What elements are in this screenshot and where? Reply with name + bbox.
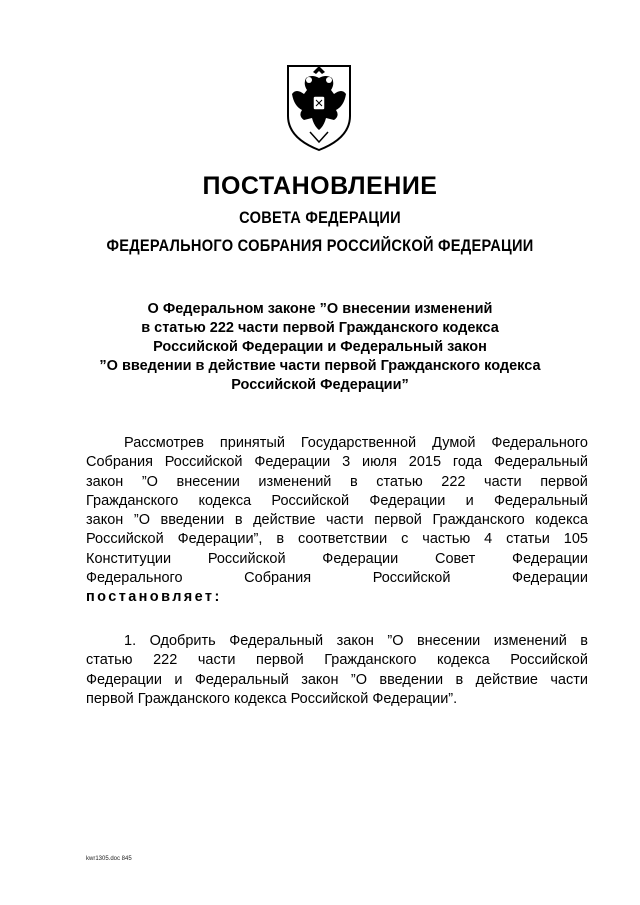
word: Российской: [164, 454, 243, 471]
word: Федерации: [369, 492, 446, 509]
word: статьи: [506, 531, 550, 548]
word: введении: [379, 671, 444, 688]
word: 222: [441, 473, 466, 490]
word: Федеральный: [194, 671, 289, 688]
word: Российской: [86, 531, 164, 548]
text-line: [86, 569, 588, 588]
file-code: kwr1305.doc 845: [86, 856, 132, 862]
coat-of-arms-icon: [282, 60, 356, 154]
word: кодекса: [198, 492, 252, 509]
word: Российской: [510, 652, 588, 669]
word: изменений: [493, 633, 567, 649]
word: Собрания: [86, 454, 153, 471]
word: первой: [540, 473, 588, 490]
word: ”О: [387, 633, 404, 649]
word: Совет: [434, 550, 476, 567]
word: кодекса: [535, 512, 588, 529]
word: закон: [86, 473, 124, 490]
word: Собрания: [244, 570, 312, 587]
word: Гражданского: [86, 492, 179, 509]
word: кодекса: [437, 652, 490, 669]
word: первой: [256, 652, 304, 669]
text-line: [86, 550, 588, 569]
word: Федерации: [512, 570, 588, 587]
word: части: [197, 652, 236, 669]
word: в: [234, 512, 243, 529]
word: части: [326, 512, 364, 529]
word: принятый: [219, 435, 285, 451]
text-line: [86, 453, 588, 472]
word: статью: [86, 652, 133, 669]
text-line: [86, 651, 588, 670]
word: в: [349, 473, 358, 490]
word: Федеральный: [229, 633, 324, 649]
word: статью: [376, 473, 423, 490]
text-line: [86, 473, 588, 492]
word: Российской: [271, 492, 350, 509]
word: 222: [153, 652, 178, 669]
word: Государственной: [300, 435, 417, 451]
document-type-title: ПОСТАНОВЛЕНИЕ: [202, 172, 438, 200]
word: действие: [253, 512, 316, 529]
resolution-item-1: [86, 632, 588, 709]
text-line: [86, 671, 588, 690]
word: в: [580, 633, 588, 649]
word: части: [484, 473, 522, 490]
text-line: [86, 492, 588, 511]
word: Думой: [432, 435, 476, 451]
word: в: [455, 671, 464, 688]
word: 2015: [408, 454, 442, 471]
word: Федерации: [86, 671, 162, 688]
word: Гражданского: [324, 652, 417, 669]
word: частью: [422, 531, 471, 548]
word: Федеральный: [493, 492, 588, 509]
text-line: [86, 632, 588, 651]
word: 4: [484, 531, 493, 548]
word: Федеральный: [493, 454, 588, 471]
word: внесении: [176, 473, 240, 490]
text-line: [86, 530, 588, 549]
word: Федерации”,: [177, 531, 263, 548]
subject-line: О Федеральном законе ”О внесении изменений: [147, 301, 493, 317]
word: ”О: [141, 473, 158, 490]
text-line: [86, 434, 588, 453]
word: года: [452, 454, 483, 471]
word: Федерации: [512, 550, 588, 567]
word: Одобрить: [149, 633, 216, 649]
word: закон: [301, 671, 339, 688]
word: Рассмотрев: [124, 435, 204, 451]
word: Конституции: [86, 550, 172, 567]
word: Федерации: [254, 454, 331, 471]
word: закон: [86, 512, 124, 529]
word: изменений: [258, 473, 332, 490]
word: закон: [336, 633, 374, 649]
issuer-line-1: СОВЕТА ФЕДЕРАЦИИ: [239, 208, 401, 227]
word: действие: [475, 671, 538, 688]
word: Федерального: [491, 435, 588, 451]
subject-line: ”О введении в действие части первой Гражданского кодекса: [99, 358, 541, 374]
word: ”О: [350, 671, 367, 688]
preamble-paragraph: [86, 434, 588, 608]
issuer-line-2: ФЕДЕРАЛЬНОГО СОБРАНИЯ РОССИЙСКОЙ ФЕДЕРАЦИИ: [106, 236, 534, 255]
word: Федерального: [86, 570, 183, 587]
resolves-word: постановляет:: [86, 589, 222, 606]
word: Гражданского: [432, 512, 525, 529]
text-line: [86, 511, 588, 530]
word: 3: [342, 454, 351, 471]
word: Российской: [207, 550, 286, 567]
word: с: [401, 531, 409, 548]
word: соответствии: [297, 531, 388, 548]
word: июля: [361, 454, 397, 471]
word: первой Гражданского кодекса Российской Федерации”.: [86, 690, 458, 707]
word: 105: [563, 531, 588, 548]
word: введении: [160, 512, 225, 529]
subject-line: в статью 222 части первой Гражданского кодекса: [141, 320, 499, 336]
subject-line: Российской Федерации и Федеральный закон: [153, 339, 487, 355]
word: 1.: [124, 633, 137, 649]
text-line: [86, 690, 588, 709]
word: и: [174, 671, 183, 688]
word: Федерации: [322, 550, 399, 567]
subject-line: Российской Федерации”: [231, 377, 409, 393]
word: части: [550, 671, 588, 688]
word: первой: [374, 512, 422, 529]
resolution-subject: [90, 300, 550, 395]
word: в: [276, 531, 285, 548]
word: ”О: [133, 512, 150, 529]
word: и: [465, 492, 474, 509]
word: Российской: [372, 570, 451, 587]
word: внесении: [416, 633, 481, 649]
